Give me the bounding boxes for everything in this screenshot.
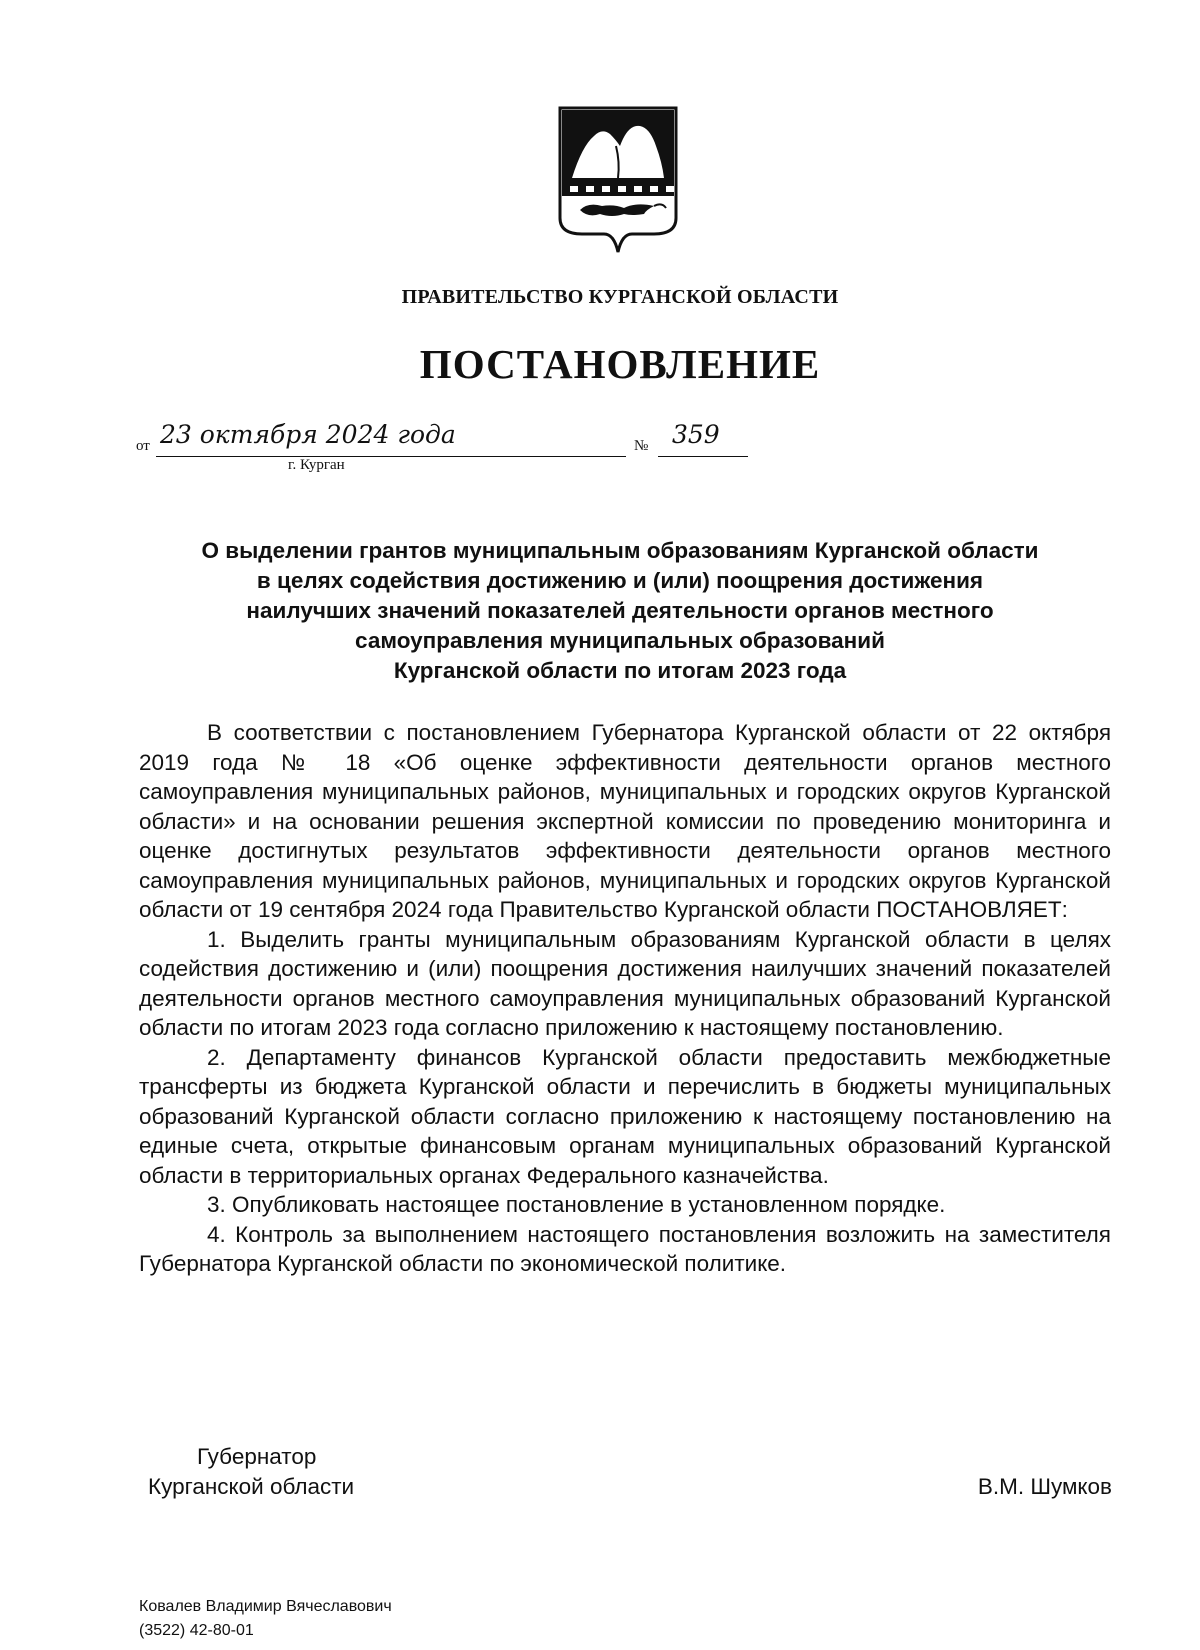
title-line: наилучших значений показателей деятельности органов местного bbox=[246, 598, 994, 623]
document-body bbox=[139, 718, 1111, 1279]
clause-4: 4. Контроль за выполнением настоящего постановления возложить на заместителя Губернатора Курганской области по экономической политике. bbox=[139, 1221, 1111, 1276]
executor-phone: (3522) 42-80-01 bbox=[139, 1622, 254, 1639]
title-line: Курганской области по итогам 2023 года bbox=[393, 658, 847, 683]
coat-of-arms-icon bbox=[558, 106, 678, 256]
document-title bbox=[130, 536, 1110, 686]
number-sign: № bbox=[634, 438, 649, 454]
battlement-band bbox=[562, 192, 674, 196]
title-line: в целях содействия достижению и (или) поощрения достижения bbox=[256, 568, 984, 593]
signatory-name: В.М. Шумков bbox=[977, 1474, 1112, 1499]
registration-line bbox=[136, 420, 720, 484]
date-prefix: от bbox=[136, 438, 150, 454]
executor-contact bbox=[139, 1595, 392, 1643]
date-field bbox=[156, 420, 626, 457]
position-line-2: Курганской области bbox=[148, 1474, 355, 1499]
handwritten-date: 23 октября 2024 года bbox=[160, 420, 456, 449]
city: г. Курган bbox=[288, 457, 345, 473]
clause-1: 1. Выделить гранты муниципальным образованиям Курганской области в целях содействия достижению и (или) поощрения достижения наилучших значений показателей деятельности органов местного самоуправления муниципальных образований Курганской области по итогам 2023 года согласно приложению к настоящему постановлению. bbox=[139, 926, 1111, 1040]
organization-name: ПРАВИТЕЛЬСТВО КУРГАНСКОЙ ОБЛАСТИ bbox=[401, 286, 839, 308]
number-field bbox=[658, 420, 748, 457]
preamble-paragraph: В соответствии с постановлением Губернатора Курганской области от 22 октября 2019 года № 18 «Об оценке эффективности деятельности органов местного самоуправления муниципальных районов, муниципальных и городских округов Курганской области» и на основании решения экспертной комиссии по проведению мониторинга и оценке достигнутых результатов эффективности деятельности органов местного самоуправления муниципальных районов, муниципальных и городских округов Курганской области от 19 сентября 2024 года Правительство Курганской области ПОСТАНОВЛЯЕТ: bbox=[139, 720, 1111, 922]
handwritten-number: 359 bbox=[672, 420, 720, 449]
clause-2: 2. Департаменту финансов Курганской области предоставить межбюджетные трансферты из бюджета Курганской области и перечислить в бюджеты муниципальных образований Курганской области согласно приложению к настоящему постановлению на единые счета, открытые финансовым органам муниципальных образований Курганской области в территориальных органах Федерального казначейства. bbox=[139, 1044, 1111, 1188]
title-line: самоуправления муниципальных образований bbox=[355, 628, 885, 653]
document-type: ПОСТАНОВЛЕНИЕ bbox=[419, 341, 821, 387]
executor-name: Ковалев Владимир Вячеславович bbox=[139, 1598, 392, 1615]
signatory-position bbox=[148, 1442, 354, 1502]
position-line-1: Губернатор bbox=[197, 1444, 317, 1469]
title-line: О выделении грантов муниципальным образованиям Курганской области bbox=[201, 538, 1039, 563]
clause-3: 3. Опубликовать настоящее постановление в установленном порядке. bbox=[207, 1192, 946, 1217]
